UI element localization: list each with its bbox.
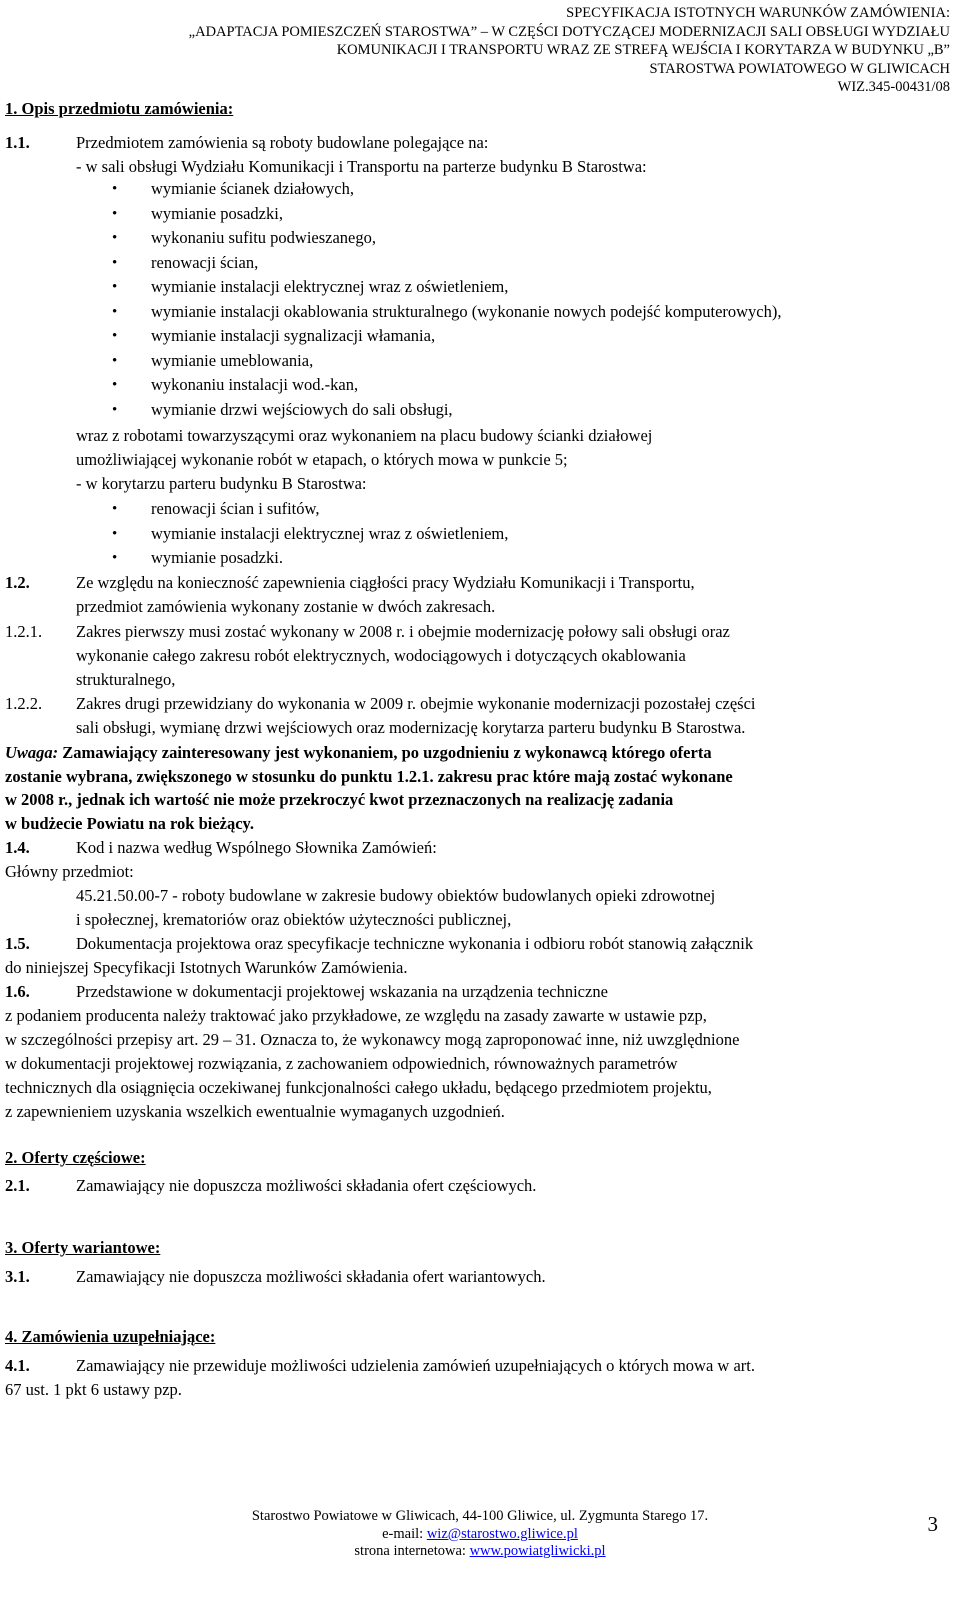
document-header [20, 4, 950, 97]
p14-number: 1.4. [5, 838, 30, 857]
list-item: • renowacji ścian i sufitów, [112, 497, 508, 522]
uwaga-line2: zostanie wybrana, zwiększonego w stosunku do punktu 1.2.1. zakresu prac które mają zostać wykonane [5, 766, 733, 786]
p121-line1: Zakres pierwszy musi zostać wykonany w 2008 r. i obejmie modernizację połowy sali obsługi oraz [76, 622, 730, 641]
p16-line6: z zapewnieniem uzyskania wszelkich ewentualnie wymaganych uzgodnień. [5, 1102, 505, 1121]
uwaga-line3: w 2008 r., jednak ich wartość nie może przekroczyć kwot przeznaczonych na realizację zadania [5, 790, 674, 809]
footer-email-label: e-mail: [382, 1525, 424, 1542]
p14-text: Kod i nazwa według Wspólnego Słownika Zamówień: [76, 838, 437, 857]
uwaga-line4: w budżecie Powiatu na rok bieżący. [5, 813, 255, 833]
p122-number: 1.2.2. [5, 694, 43, 713]
list-item: • wymianie ścianek działowych, [112, 177, 782, 202]
p15-line2: do niniejszej Specyfikacji Istotnych Warunków Zamówienia. [5, 958, 408, 977]
p15-line1: Dokumentacja projektowa oraz specyfikacje techniczne wykonania i odbioru robót stanowią załącznik [76, 934, 754, 953]
header-subject-line3: STAROSTWA POWIATOWEGO W GLIWICACH [649, 60, 950, 77]
p11-text: Przedmiotem zamówienia są roboty budowlane polegające na: [76, 133, 489, 152]
p16-line2: z podaniem producenta należy traktować jako przykładowe, ze względu na zasady zawarte w ustawie pzp, [5, 1006, 707, 1025]
header-subject-line2: KOMUNIKACJI I TRANSPORTU WRAZ ZE STREFĄ WEJŚCIA I KORYTARZA W BUDYNKU „B” [336, 42, 950, 58]
p122-line1: Zakres drugi przewidziany do wykonania w 2009 r. obejmie wykonanie modernizacji pozostałej części [76, 694, 756, 713]
page-number: 3 [927, 1512, 938, 1536]
header-subject-line1: „ADAPTACJA POMIESZCZEŃ STAROSTWA” – W CZĘŚCI DOTYCZĄCEJ MODERNIZACJI SALI OBSŁUGI WYDZIAŁU [188, 23, 950, 40]
section4-heading: 4. Zamówienia uzupełniające: [5, 1327, 216, 1346]
uwaga-label: Uwaga: [5, 743, 59, 762]
section2-heading: 2. Oferty częściowe: [5, 1148, 146, 1167]
header-title: SPECYFIKACJA ISTOTNYCH WARUNKÓW ZAMÓWIENIA: [566, 5, 950, 21]
cpv-line2: i społecznej, krematoriów oraz obiektów użyteczności publicznej, [76, 910, 512, 929]
p16-line1: Przedstawione w dokumentacji projektowej wskazania na urządzenia techniczne [76, 982, 608, 1001]
s41-line1: Zamawiający nie przewiduje możliwości udzielenia zamówień uzupełniających o których mowa w art. [76, 1356, 755, 1375]
p12-number: 1.2. [5, 573, 30, 592]
footer-email-link[interactable]: wiz@starostwo.gliwice.pl [426, 1525, 578, 1542]
korytarz-works-list [112, 497, 508, 571]
s41-number: 4.1. [5, 1356, 30, 1375]
p11-number: 1.1. [5, 133, 30, 152]
footer-web-label: strona internetowa: [354, 1543, 466, 1559]
uwaga-line1: Zamawiający zainteresowany jest wykonaniem, po uzgodnieniu z wykonawcą którego oferta [62, 743, 712, 762]
footer-web-link[interactable]: www.powiatgliwicki.pl [469, 1543, 606, 1559]
p15-number: 1.5. [5, 934, 30, 953]
list-item: • renowacji ścian, [112, 251, 782, 276]
p12-line1: Ze względu na konieczność zapewnienia ciągłości pracy Wydziału Komunikacji i Transportu, [76, 573, 695, 592]
p121-line2: wykonanie całego zakresu robót elektrycznych, wodociągowych i dotyczących okablowania [76, 646, 686, 665]
s31-text: Zamawiający nie dopuszcza możliwości składania ofert wariantowych. [76, 1267, 546, 1286]
wraz-paragraph-line1: wraz z robotami towarzyszącymi oraz wykonaniem na placu budowy ścianki działowej [76, 426, 653, 445]
wraz-paragraph-line2: umożliwiającej wykonanie robót w etapach, o których mowa w punkcie 5; [76, 450, 568, 469]
header-reference: WIZ.345-00431/08 [837, 79, 950, 95]
s21-text: Zamawiający nie dopuszcza możliwości składania ofert częściowych. [76, 1176, 537, 1195]
s21-number: 2.1. [5, 1176, 30, 1195]
p16-line5: technicznych dla osiągnięcia oczekiwanej funkcjonalności całego układu, będącego przedmiotem projektu, [5, 1078, 712, 1097]
s31-number: 3.1. [5, 1267, 30, 1286]
list-item: • wymianie instalacji elektrycznej wraz z oświetleniem, [112, 275, 782, 300]
footer-address: Starostwo Powiatowe w Gliwicach, 44-100 Gliwice, ul. Zygmunta Starego 17. [251, 1508, 709, 1524]
list-item: • wymianie umeblowania, [112, 349, 782, 374]
p121-number: 1.2.1. [5, 622, 43, 641]
p16-line4: w dokumentacji projektowej rozwiązania, z zachowaniem odpowiednich, równoważnych parametrów [5, 1054, 678, 1073]
p12-line2: przedmiot zamówienia wykonany zostanie w dwóch zakresach. [76, 597, 496, 616]
sala-works-list [112, 177, 782, 422]
korytarz-intro: - w korytarzu parteru budynku B Starostwa: [76, 474, 367, 493]
section3-heading: 3. Oferty wariantowe: [5, 1238, 161, 1257]
section1-heading: 1. Opis przedmiotu zamówienia: [5, 99, 234, 118]
s41-line2: 67 ust. 1 pkt 6 ustawy pzp. [5, 1380, 182, 1399]
cpv-line1: 45.21.50.00-7 - roboty budowlane w zakresie budowy obiektów budowlanych opieki zdrowotnej [76, 886, 716, 905]
glowny-label: Główny przedmiot: [5, 862, 134, 881]
list-item: • wykonaniu sufitu podwieszanego, [112, 226, 782, 251]
page-footer [0, 1508, 960, 1561]
list-item: • wykonaniu instalacji wod.-kan, [112, 373, 782, 398]
list-item: • wymianie posadzki. [112, 546, 508, 571]
p16-line3: w szczególności przepisy art. 29 – 31. Oznacza to, że wykonawcy mogą zaproponować inne, niż uwzględnione [5, 1030, 740, 1049]
p122-line2: sali obsługi, wymianę drzwi wejściowych oraz modernizację korytarza parteru budynku B Starostwa. [76, 718, 746, 737]
list-item: • wymianie instalacji okablowania strukturalnego (wykonanie nowych podejść komputerowych), [112, 300, 782, 325]
list-item: • wymianie instalacji elektrycznej wraz z oświetleniem, [112, 522, 508, 547]
p16-number: 1.6. [5, 982, 30, 1001]
list-item: • wymianie posadzki, [112, 202, 782, 227]
p121-line3: strukturalnego, [76, 670, 176, 689]
uwaga-paragraph [5, 741, 938, 835]
list-item: • wymianie instalacji sygnalizacji włamania, [112, 324, 782, 349]
sala-intro: - w sali obsługi Wydziału Komunikacji i Transportu na parterze budynku B Starostwa: [76, 157, 647, 176]
list-item: • wymianie drzwi wejściowych do sali obsługi, [112, 398, 782, 423]
